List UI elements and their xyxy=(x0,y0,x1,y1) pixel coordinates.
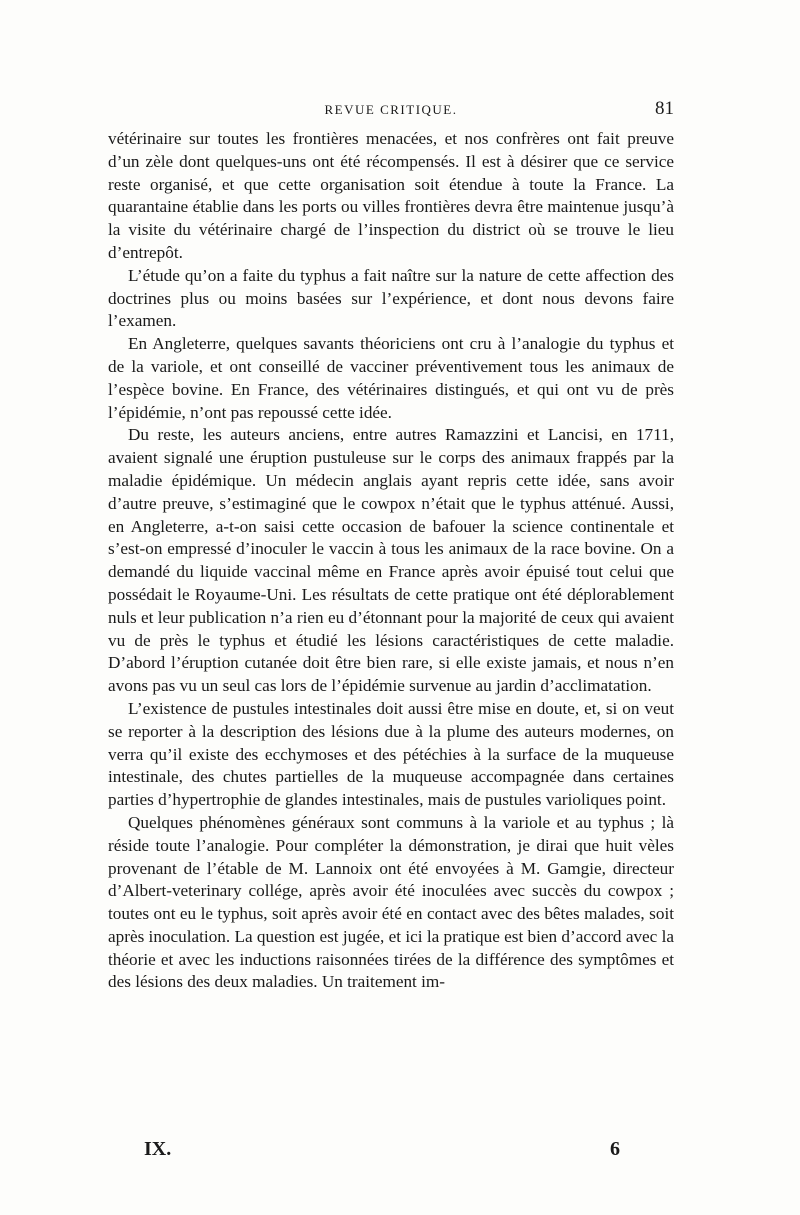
paragraph: Du reste, les auteurs anciens, entre autres Ramazzini et Lancisi, en 1711, avaient signalé une éruption pustuleuse sur le corps des animaux frappés par la maladie épidémique. Un médecin anglais ayant repris cette idée, sans avoir d’autre preuve, s’estimaginé que le cowpox n’était que le typhus atténué. Aussi, en Angleterre, a-t-on saisi cette occasion de bafouer la science continentale et s’est-on empressé d’inoculer le vaccin à tous les animaux de la race bovine. On a demandé du liquide vaccinal même en France après avoir épuisé tout celui que possédait le Royaume-Uni. Les résultats de cette pratique ont été déplorablement nuls et leur publication n’a rien eu d’étonnant pour la majorité de ceux qui avaient vu de près le typhus et étudié les lésions caractéristiques de cette maladie. D’abord l’éruption cutanée doit être bien rare, si elle existe jamais, et nous n’en avons pas vu un seul cas lors de l’épidémie survenue au jardin d’acclimatation. xyxy=(108,425,674,696)
sheet-number: 6 xyxy=(610,1138,620,1160)
page-footer xyxy=(108,1138,674,1164)
paragraph-continuation: vétérinaire sur toutes les frontières menacées, et nos confrères ont fait preuve d’un zèle dont quelques-uns ont été récompensés. Il est à désirer que ce service reste organisé, et que cette organisation soit étendue à toute la France. La quarantaine établie dans les ports ou villes frontières devra être maintenue jusqu’à la visite du vétérinaire chargé de l’inspection du district où se trouve le lieu d’entrepôt. xyxy=(108,129,674,262)
paragraph: L’existence de pustules intestinales doit aussi être mise en doute, et, si on veut se reporter à la description des lésions due à la plume des auteurs modernes, on verra qu’il existe des ecchymoses et des pétéchies à la surface de la muqueuse intestinale, des chutes partielles de la muqueuse accompagnée dans certaines parties d’hypertrophie de glandes intestinales, mais de pustules varioliques point. xyxy=(108,698,674,810)
paragraph: En Angleterre, quelques savants théoriciens ont cru à l’analogie du typhus et de la variole, et ont conseillé de vacciner préventivement tous les animaux de l’espèce bovine. En France, des vétérinaires distingués, et qui ont vu de près l’épidémie, n’ont pas repoussé cette idée. xyxy=(108,334,674,422)
running-title: REVUE CRITIQUE. xyxy=(324,102,458,117)
body-text xyxy=(108,128,674,994)
paragraph: Quelques phénomènes généraux sont communs à la variole et au typhus ; là réside toute l’analogie. Pour compléter la démonstration, je dirai que huit vèles provenant de l’étable de M. Lannoix ont été envoyées à M. Gamgie, directeur d’Albert-veterinary collége, après avoir été inoculées avec succès du cowpox ; toutes ont eu le typhus, soit après avoir été en contact avec des bêtes malades, soit après inoculation. La question est jugée, et ici la pratique est bien d’accord avec la théorie et avec les inductions raisonnées tirées de la différence des symptômes et des lésions des deux maladies. Un traitement im- xyxy=(108,812,675,992)
paragraph: L’étude qu’on a faite du typhus a fait naître sur la nature de cette affection des doctrines plus ou moins basées sur l’expérience, et dont nous devons faire l’examen. xyxy=(108,265,674,331)
running-head xyxy=(108,98,674,122)
page-number: 81 xyxy=(655,98,674,119)
signature-mark: IX. xyxy=(144,1138,172,1160)
